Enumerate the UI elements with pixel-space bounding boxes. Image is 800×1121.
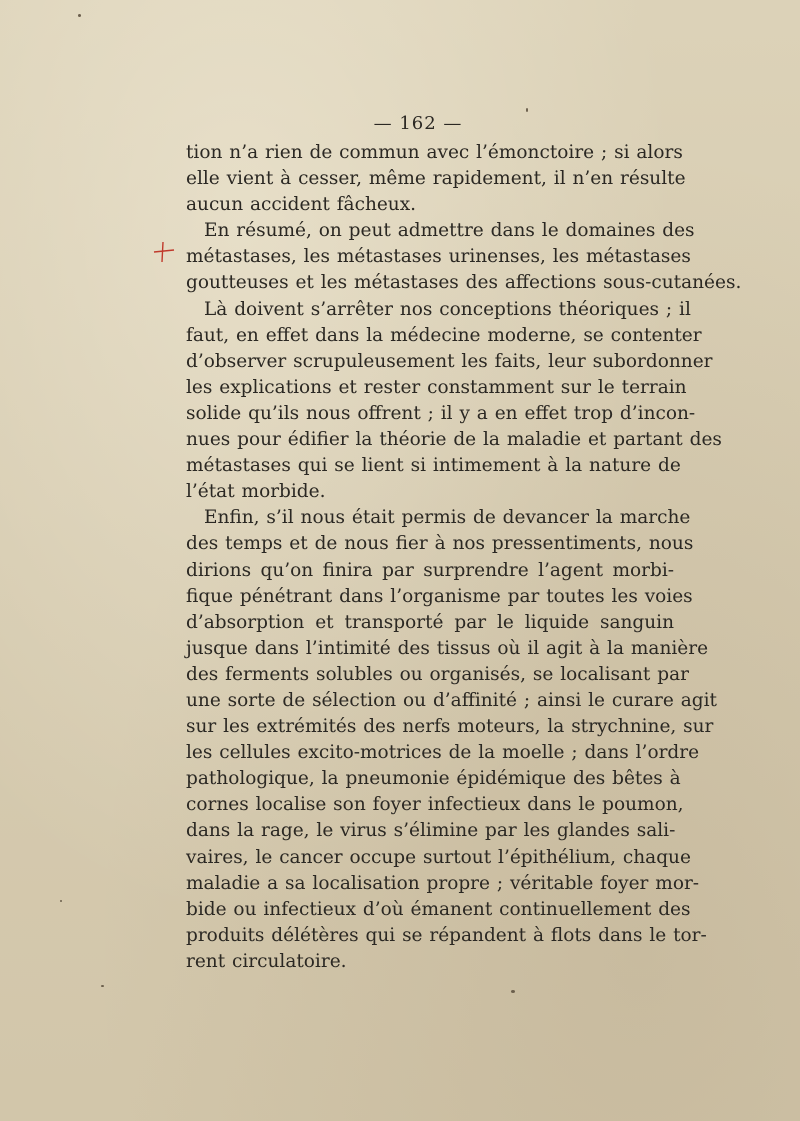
text-line: nues pour édifier la théorie de la maladie et partant des [186, 429, 722, 451]
text-line: métastases qui se lient si intimement à la nature de [186, 455, 681, 477]
text-line: sur les extrémités des nerfs moteurs, la strychnine, sur [186, 716, 714, 738]
text-line: une sorte de sélection ou d’affinité ; ainsi le curare agit [186, 689, 717, 711]
text-line: d’observer scrupuleusement les faits, leur subordonner [186, 350, 713, 372]
text-line: aucun accident fâcheux. [186, 194, 417, 216]
text-line: jusque dans l’intimité des tissus où il agit à la manière [186, 637, 709, 659]
paper-speck [526, 108, 528, 112]
text-line: cornes localise son foyer infectieux dans le poumon, [186, 794, 684, 816]
text-line: pathologique, la pneumonie épidémique des bêtes à [186, 768, 681, 790]
paper-speck [511, 990, 515, 993]
page-number: — 162 — [373, 113, 463, 134]
paper-speck [78, 14, 81, 17]
text-line: dans la rage, le virus s’élimine par les glandes sali- [186, 820, 676, 842]
text-line: bide ou infectieux d’où émanent continuellement des [186, 898, 691, 920]
text-line: dirions qu’on finira par surprendre l’agent morbi- [186, 559, 674, 581]
red-margin-mark-icon [152, 240, 176, 264]
text-line: des ferments solubles ou organisés, se localisant par [186, 663, 689, 685]
text-line: tion n’a rien de commun avec l’émonctoire ; si alors [186, 142, 683, 163]
text-line: maladie a sa localisation propre ; véritable foyer mor- [186, 872, 700, 894]
text-line: les cellules excito-motrices de la moelle ; dans l’ordre [186, 742, 700, 764]
body-text [186, 140, 742, 975]
text-line: elle vient à cesser, même rapidement, il n’en résulte [186, 168, 686, 190]
text-line: rent circulatoire. [186, 950, 347, 972]
text-line: Enfin, s’il nous était permis de devancer la marche [204, 507, 691, 529]
text-line: produits délétères qui se répandent à flots dans le tor- [186, 924, 707, 946]
text-line: fique pénétrant dans l’organisme par toutes les voies [186, 585, 693, 607]
text-line: des temps et de nous fier à nos pressentiments, nous [186, 533, 694, 555]
paper-speck [101, 985, 104, 987]
text-line: faut, en effet dans la médecine moderne, se contenter [186, 324, 702, 346]
paper-speck [60, 900, 62, 902]
text-line: les explications et rester constamment sur le terrain [186, 376, 687, 398]
text-line: métastases, les métastases urinenses, les métastases [186, 246, 691, 268]
text-line: d’absorption et transporté par le liquide sanguin [186, 611, 674, 633]
text-line: l’état morbide. [186, 481, 326, 503]
text-line: vaires, le cancer occupe surtout l’épithélium, chaque [186, 846, 691, 868]
text-line: Là doivent s’arrêter nos conceptions théoriques ; il [204, 298, 691, 320]
text-line: solide qu’ils nous offrent ; il y a en effet trop d’incon- [186, 402, 696, 424]
text-line: goutteuses et les métastases des affections sous-cutanées. [186, 272, 742, 294]
text-line: En résumé, on peut admettre dans le domaines des [204, 220, 695, 242]
